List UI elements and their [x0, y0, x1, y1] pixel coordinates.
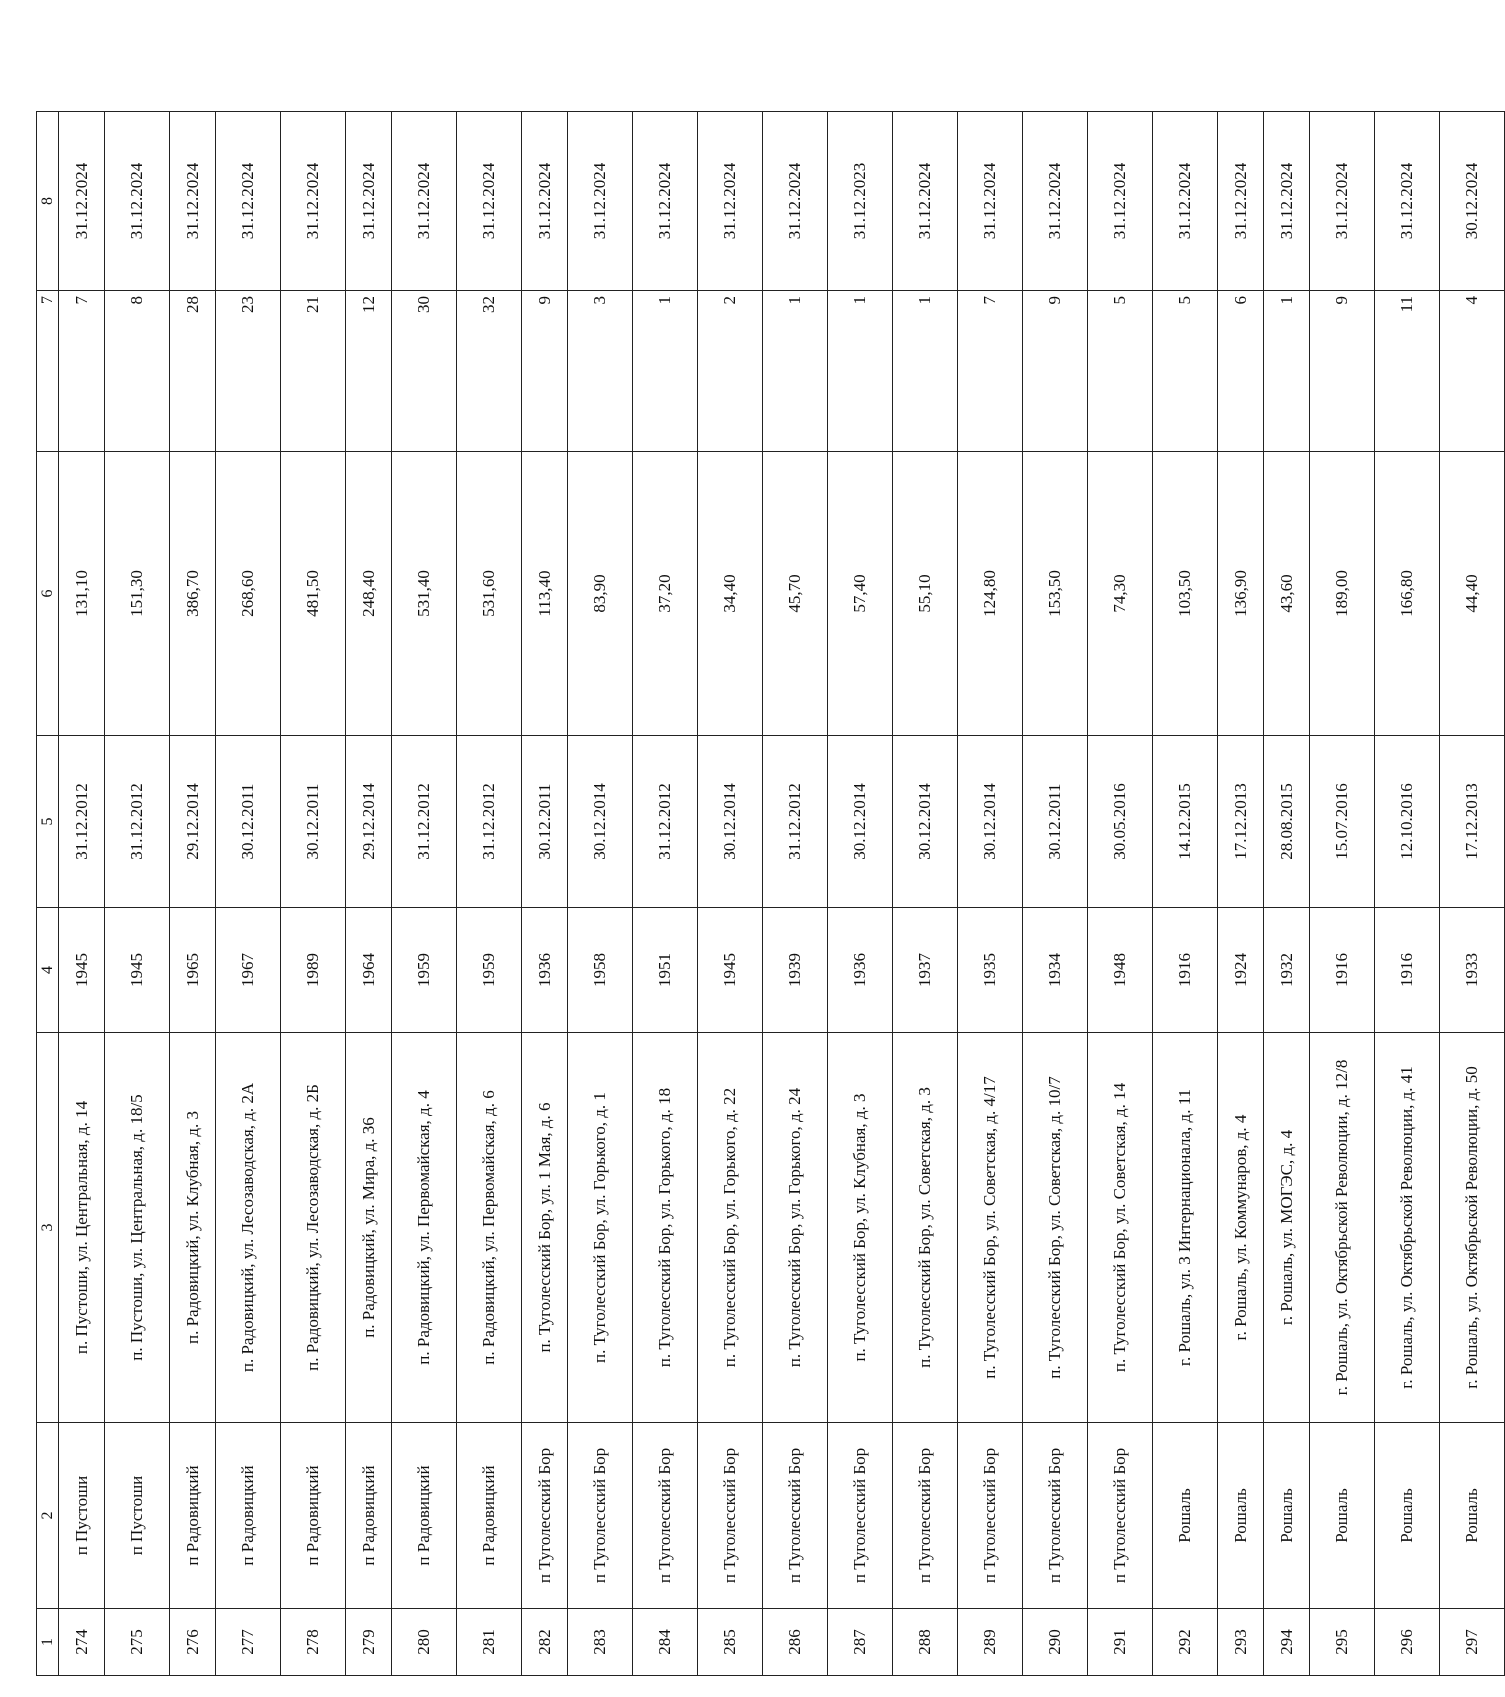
cell-settlement: Рошаль [1440, 1423, 1505, 1609]
cell-date: 15.07.2016 [1310, 736, 1375, 908]
cell-address: п. Радовицкий, ул. Первомайская, д. 4 [392, 1033, 457, 1423]
table-row [1375, 112, 1440, 1676]
cell-deadline: 31.12.2024 [1088, 112, 1153, 291]
table-row [1088, 112, 1153, 1676]
table-row [457, 112, 522, 1676]
cell-date: 30.12.2011 [216, 736, 281, 908]
cell-settlement: п Туголесский Бор [893, 1423, 958, 1609]
table-row [958, 112, 1023, 1676]
cell-area: 103,50 [1153, 452, 1218, 736]
cell-build-year: 1945 [105, 908, 170, 1033]
cell-address: г. Рошаль, ул. Октябрьской Революции, д. 12/8 [1310, 1033, 1375, 1423]
table-row [1440, 112, 1505, 1676]
cell-date: 30.12.2014 [893, 736, 958, 908]
cell-deadline: 31.12.2024 [392, 112, 457, 291]
cell-build-year: 1936 [522, 908, 568, 1033]
cell-date: 31.12.2012 [457, 736, 522, 908]
cell-settlement: п Туголесский Бор [763, 1423, 828, 1609]
cell-row-number: 293 [1218, 1609, 1264, 1676]
cell-row-number: 287 [828, 1609, 893, 1676]
cell-build-year: 1935 [958, 908, 1023, 1033]
cell-row-number: 284 [633, 1609, 698, 1676]
cell-row-number: 297 [1440, 1609, 1505, 1676]
cell-area: 113,40 [522, 452, 568, 736]
cell-date: 30.12.2014 [828, 736, 893, 908]
column-header-settlement: 2 [37, 1423, 59, 1609]
cell-address: п. Туголесский Бор, ул. Советская, д. 10/7 [1023, 1033, 1088, 1423]
table-row [105, 112, 170, 1676]
cell-residents: 32 [457, 291, 522, 452]
cell-address: г. Рошаль, ул. МОГЭС, д. 4 [1264, 1033, 1310, 1423]
cell-residents: 7 [958, 291, 1023, 452]
cell-date: 12.10.2016 [1375, 736, 1440, 908]
cell-settlement: п Радовицкий [281, 1423, 346, 1609]
cell-row-number: 281 [457, 1609, 522, 1676]
cell-residents: 4 [1440, 291, 1505, 452]
cell-settlement: п Радовицкий [346, 1423, 392, 1609]
rotated-page [36, 112, 1481, 1676]
table-row [828, 112, 893, 1676]
cell-date: 30.12.2011 [1023, 736, 1088, 908]
cell-build-year: 1934 [1023, 908, 1088, 1033]
table-row [763, 112, 828, 1676]
cell-settlement: п Радовицкий [392, 1423, 457, 1609]
table-row [698, 112, 763, 1676]
cell-row-number: 282 [522, 1609, 568, 1676]
cell-build-year: 1939 [763, 908, 828, 1033]
cell-date: 31.12.2012 [763, 736, 828, 908]
cell-area: 83,90 [568, 452, 633, 736]
cell-row-number: 288 [893, 1609, 958, 1676]
cell-address: г. Рошаль, ул. Коммунаров, д. 4 [1218, 1033, 1264, 1423]
cell-residents: 30 [392, 291, 457, 452]
cell-area: 189,00 [1310, 452, 1375, 736]
table-row [1264, 112, 1310, 1676]
cell-deadline: 31.12.2024 [568, 112, 633, 291]
cell-settlement: п Туголесский Бор [633, 1423, 698, 1609]
cell-residents: 23 [216, 291, 281, 452]
cell-address: г. Рошаль, ул. 3 Интернационала, д. 11 [1153, 1033, 1218, 1423]
cell-date: 31.12.2012 [105, 736, 170, 908]
cell-settlement: п Пустоши [105, 1423, 170, 1609]
cell-address: п. Туголесский Бор, ул. Советская, д. 14 [1088, 1033, 1153, 1423]
cell-row-number: 280 [392, 1609, 457, 1676]
cell-deadline: 31.12.2024 [698, 112, 763, 291]
cell-address: п. Радовицкий, ул. Мира, д. 36 [346, 1033, 392, 1423]
cell-date: 29.12.2014 [170, 736, 216, 908]
cell-deadline: 31.12.2024 [346, 112, 392, 291]
cell-build-year: 1916 [1153, 908, 1218, 1033]
cell-build-year: 1964 [346, 908, 392, 1033]
cell-area: 74,30 [1088, 452, 1153, 736]
cell-build-year: 1936 [828, 908, 893, 1033]
cell-date: 29.12.2014 [346, 736, 392, 908]
cell-date: 31.12.2012 [59, 736, 105, 908]
cell-deadline: 31.12.2024 [59, 112, 105, 291]
cell-build-year: 1916 [1375, 908, 1440, 1033]
cell-residents: 7 [59, 291, 105, 452]
cell-deadline: 31.12.2024 [958, 112, 1023, 291]
table-row [1310, 112, 1375, 1676]
cell-build-year: 1932 [1264, 908, 1310, 1033]
cell-date: 31.12.2012 [392, 736, 457, 908]
cell-area: 481,50 [281, 452, 346, 736]
cell-row-number: 283 [568, 1609, 633, 1676]
cell-area: 136,90 [1218, 452, 1264, 736]
cell-area: 268,60 [216, 452, 281, 736]
cell-settlement: п Туголесский Бор [522, 1423, 568, 1609]
cell-row-number: 275 [105, 1609, 170, 1676]
cell-build-year: 1958 [568, 908, 633, 1033]
cell-address: п. Пустоши, ул. Центральная, д. 18/5 [105, 1033, 170, 1423]
table-row [522, 112, 568, 1676]
cell-address: п. Туголесский Бор, ул. Советская, д. 3 [893, 1033, 958, 1423]
cell-residents: 28 [170, 291, 216, 452]
table-row [281, 112, 346, 1676]
cell-area: 34,40 [698, 452, 763, 736]
cell-date: 14.12.2015 [1153, 736, 1218, 908]
cell-area: 151,30 [105, 452, 170, 736]
cell-area: 55,10 [893, 452, 958, 736]
cell-settlement: п Радовицкий [457, 1423, 522, 1609]
cell-build-year: 1959 [457, 908, 522, 1033]
cell-area: 44,40 [1440, 452, 1505, 736]
cell-address: г. Рошаль, ул. Октябрьской Революции, д. 50 [1440, 1033, 1505, 1423]
cell-row-number: 285 [698, 1609, 763, 1676]
cell-residents: 6 [1218, 291, 1264, 452]
cell-build-year: 1948 [1088, 908, 1153, 1033]
cell-build-year: 1937 [893, 908, 958, 1033]
cell-date: 30.12.2014 [698, 736, 763, 908]
cell-row-number: 295 [1310, 1609, 1375, 1676]
table-row [633, 112, 698, 1676]
cell-area: 248,40 [346, 452, 392, 736]
cell-row-number: 279 [346, 1609, 392, 1676]
cell-deadline: 31.12.2024 [633, 112, 698, 291]
cell-build-year: 1945 [698, 908, 763, 1033]
cell-settlement: Рошаль [1218, 1423, 1264, 1609]
cell-area: 531,40 [392, 452, 457, 736]
cell-address: п. Туголесский Бор, ул. Клубная, д. 3 [828, 1033, 893, 1423]
cell-deadline: 31.12.2024 [893, 112, 958, 291]
cell-deadline: 30.12.2024 [1440, 112, 1505, 291]
column-header-build-year: 4 [37, 908, 59, 1033]
cell-residents: 1 [633, 291, 698, 452]
cell-deadline: 31.12.2024 [281, 112, 346, 291]
cell-row-number: 292 [1153, 1609, 1218, 1676]
table-row [392, 112, 457, 1676]
cell-date: 28.08.2015 [1264, 736, 1310, 908]
cell-deadline: 31.12.2024 [763, 112, 828, 291]
header-row [37, 112, 59, 1676]
cell-settlement: Рошаль [1375, 1423, 1440, 1609]
cell-address: п. Радовицкий, ул. Клубная, д. 3 [170, 1033, 216, 1423]
cell-area: 131,10 [59, 452, 105, 736]
cell-build-year: 1916 [1310, 908, 1375, 1033]
column-header-residents: 7 [37, 291, 59, 452]
table-row [1153, 112, 1218, 1676]
cell-deadline: 31.12.2024 [216, 112, 281, 291]
cell-residents: 1 [828, 291, 893, 452]
cell-area: 43,60 [1264, 452, 1310, 736]
cell-residents: 3 [568, 291, 633, 452]
cell-deadline: 31.12.2024 [522, 112, 568, 291]
cell-deadline: 31.12.2024 [1218, 112, 1264, 291]
cell-deadline: 31.12.2024 [1153, 112, 1218, 291]
cell-address: п. Радовицкий, ул. Первомайская, д. 6 [457, 1033, 522, 1423]
cell-residents: 2 [698, 291, 763, 452]
cell-address: п. Пустоши, ул. Центральная, д. 14 [59, 1033, 105, 1423]
cell-area: 45,70 [763, 452, 828, 736]
cell-deadline: 31.12.2024 [170, 112, 216, 291]
cell-address: п. Радовицкий, ул. Лесозаводская, д. 2А [216, 1033, 281, 1423]
cell-settlement: п Туголесский Бор [568, 1423, 633, 1609]
column-header-date: 5 [37, 736, 59, 908]
cell-deadline: 31.12.2024 [457, 112, 522, 291]
table-row [59, 112, 105, 1676]
cell-address: п. Радовицкий, ул. Лесозаводская, д. 2Б [281, 1033, 346, 1423]
cell-residents: 9 [1310, 291, 1375, 452]
cell-build-year: 1989 [281, 908, 346, 1033]
cell-deadline: 31.12.2024 [1023, 112, 1088, 291]
cell-row-number: 291 [1088, 1609, 1153, 1676]
cell-address: п. Туголесский Бор, ул. Горького, д. 18 [633, 1033, 698, 1423]
cell-address: п. Туголесский Бор, ул. 1 Мая, д. 6 [522, 1033, 568, 1423]
cell-residents: 1 [763, 291, 828, 452]
cell-residents: 8 [105, 291, 170, 452]
housing-table [36, 111, 1505, 1676]
cell-row-number: 294 [1264, 1609, 1310, 1676]
cell-settlement: Рошаль [1153, 1423, 1218, 1609]
cell-settlement: п Туголесский Бор [698, 1423, 763, 1609]
cell-settlement: Рошаль [1264, 1423, 1310, 1609]
column-header-row-number: 1 [37, 1609, 59, 1676]
cell-residents: 1 [893, 291, 958, 452]
cell-settlement: п Пустоши [59, 1423, 105, 1609]
cell-row-number: 286 [763, 1609, 828, 1676]
cell-area: 124,80 [958, 452, 1023, 736]
cell-date: 30.12.2011 [281, 736, 346, 908]
cell-residents: 9 [1023, 291, 1088, 452]
cell-address: п. Туголесский Бор, ул. Горького, д. 24 [763, 1033, 828, 1423]
cell-date: 17.12.2013 [1440, 736, 1505, 908]
cell-area: 37,20 [633, 452, 698, 736]
cell-area: 386,70 [170, 452, 216, 736]
column-header-address: 3 [37, 1033, 59, 1423]
cell-build-year: 1959 [392, 908, 457, 1033]
cell-settlement: п Туголесский Бор [1088, 1423, 1153, 1609]
cell-date: 30.12.2011 [522, 736, 568, 908]
cell-address: п. Туголесский Бор, ул. Советская, д. 4/17 [958, 1033, 1023, 1423]
cell-date: 30.12.2014 [568, 736, 633, 908]
cell-build-year: 1924 [1218, 908, 1264, 1033]
cell-residents: 5 [1153, 291, 1218, 452]
cell-residents: 9 [522, 291, 568, 452]
cell-date: 30.12.2014 [958, 736, 1023, 908]
cell-build-year: 1965 [170, 908, 216, 1033]
cell-row-number: 289 [958, 1609, 1023, 1676]
cell-date: 30.05.2016 [1088, 736, 1153, 908]
cell-area: 531,60 [457, 452, 522, 736]
cell-build-year: 1933 [1440, 908, 1505, 1033]
cell-row-number: 296 [1375, 1609, 1440, 1676]
cell-settlement: п Радовицкий [216, 1423, 281, 1609]
cell-area: 166,80 [1375, 452, 1440, 736]
cell-row-number: 274 [59, 1609, 105, 1676]
cell-address: п. Туголесский Бор, ул. Горького, д. 22 [698, 1033, 763, 1423]
cell-settlement: п Туголесский Бор [1023, 1423, 1088, 1609]
cell-area: 57,40 [828, 452, 893, 736]
cell-build-year: 1967 [216, 908, 281, 1033]
table-row [568, 112, 633, 1676]
cell-settlement: Рошаль [1310, 1423, 1375, 1609]
cell-date: 17.12.2013 [1218, 736, 1264, 908]
table-row [216, 112, 281, 1676]
cell-settlement: п Радовицкий [170, 1423, 216, 1609]
column-header-area: 6 [37, 452, 59, 736]
table-row [346, 112, 392, 1676]
cell-residents: 21 [281, 291, 346, 452]
table-row [1023, 112, 1088, 1676]
cell-row-number: 278 [281, 1609, 346, 1676]
cell-address: г. Рошаль, ул. Октябрьской Революции, д. 41 [1375, 1033, 1440, 1423]
table-row [170, 112, 216, 1676]
cell-build-year: 1945 [59, 908, 105, 1033]
cell-residents: 5 [1088, 291, 1153, 452]
cell-settlement: п Туголесский Бор [828, 1423, 893, 1609]
cell-area: 153,50 [1023, 452, 1088, 736]
cell-residents: 12 [346, 291, 392, 452]
table-row [1218, 112, 1264, 1676]
cell-row-number: 277 [216, 1609, 281, 1676]
cell-deadline: 31.12.2024 [105, 112, 170, 291]
cell-residents: 1 [1264, 291, 1310, 452]
cell-date: 31.12.2012 [633, 736, 698, 908]
cell-row-number: 276 [170, 1609, 216, 1676]
cell-residents: 11 [1375, 291, 1440, 452]
cell-deadline: 31.12.2023 [828, 112, 893, 291]
column-header-deadline: 8 [37, 112, 59, 291]
cell-deadline: 31.12.2024 [1310, 112, 1375, 291]
cell-deadline: 31.12.2024 [1264, 112, 1310, 291]
cell-build-year: 1951 [633, 908, 698, 1033]
cell-settlement: п Туголесский Бор [958, 1423, 1023, 1609]
cell-address: п. Туголесский Бор, ул. Горького, д. 1 [568, 1033, 633, 1423]
table-row [893, 112, 958, 1676]
cell-row-number: 290 [1023, 1609, 1088, 1676]
cell-deadline: 31.12.2024 [1375, 112, 1440, 291]
